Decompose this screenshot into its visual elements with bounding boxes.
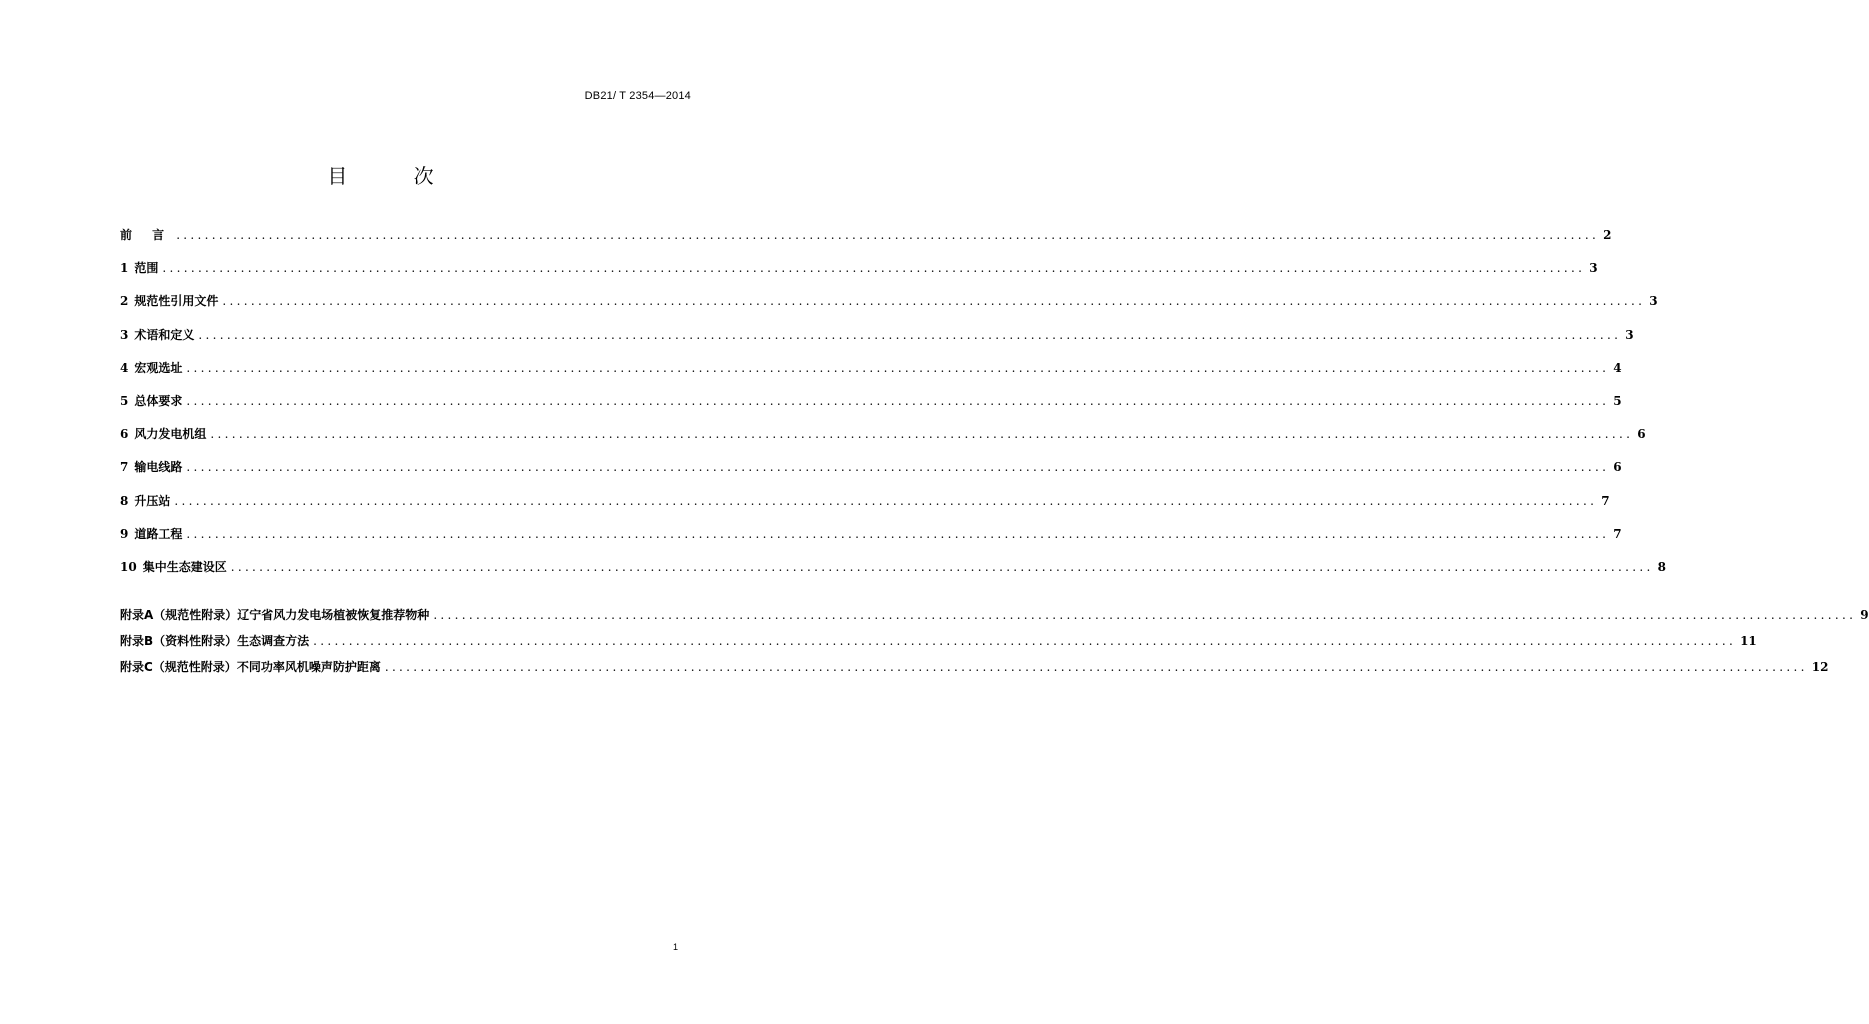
document-code: DB21/ T 2354—2014	[584, 90, 691, 102]
appendix-entry[interactable]	[120, 606, 1869, 632]
toc-entry-page: 5	[1613, 393, 1622, 408]
toc-entry-number: 8	[120, 493, 129, 508]
toc-entry-page: 7	[1601, 493, 1610, 508]
toc-entry-number: 4	[120, 360, 129, 375]
toc-leader-dots: ........................................................................................................................................................................................................	[162, 261, 1586, 276]
toc-entry-number: 6	[120, 427, 129, 442]
toc-entry[interactable]	[120, 525, 1622, 558]
toc-entry[interactable]	[120, 425, 1646, 458]
appendix-label: 附录A（规范性附录）	[120, 608, 238, 622]
toc-entry-number: 5	[120, 393, 129, 408]
toc-entry[interactable]	[120, 259, 1598, 292]
toc-entry-number: 3	[120, 327, 129, 342]
toc-entry-number: 2	[120, 294, 129, 309]
toc-leader-dots: ........................................................................................................................................................................................................	[230, 559, 1654, 574]
toc-leader-dots: ........................................................................................................................................................................................................	[186, 460, 1610, 475]
appendix-title: 生态调查方法	[237, 634, 310, 648]
toc-entry-title: 宏观选址	[134, 360, 183, 375]
toc-entry-title: 输电线路	[134, 460, 183, 475]
toc-entry-title: 范围	[134, 261, 159, 276]
appendix-list	[120, 606, 1869, 684]
toc-entry[interactable]	[120, 492, 1610, 525]
toc-entry-number: 9	[120, 526, 129, 541]
toc-entry-page: 3	[1589, 261, 1598, 276]
toc-entry-title: 集中生态建设区	[142, 559, 227, 574]
toc-entry-number: 7	[120, 460, 129, 475]
toc-entry-page: 6	[1613, 460, 1622, 475]
toc-leader-dots: ........................................................................................................................................................................................................	[222, 294, 1646, 309]
toc-leader-dots: ........................................................................................................................................................................................................	[186, 526, 1610, 541]
toc-leader-dots: ........................................................................................................................................................................................................	[186, 393, 1610, 408]
table-of-contents	[120, 226, 1666, 591]
appendix-title: 不同功率风机噪声防护距离	[236, 660, 381, 674]
toc-leader-dots: ........................................................................................................................................................................................................	[186, 360, 1610, 375]
toc-entry[interactable]	[120, 458, 1622, 491]
appendix-page: 9	[1860, 608, 1869, 622]
page-number: 1	[672, 942, 678, 952]
toc-entry[interactable]	[120, 326, 1634, 359]
appendix-page: 11	[1740, 634, 1757, 648]
toc-leader-dots: ........................................................................................................................................................................................................	[174, 493, 1598, 508]
toc-entry[interactable]	[120, 292, 1658, 325]
toc-entry-page: 3	[1625, 327, 1634, 342]
appendix-leader-dots: ........................................................................................................................................................................................................	[433, 608, 1857, 622]
toc-leader-dots: ........................................................................................................................................................................................................	[198, 327, 1622, 342]
appendix-leader-dots: ........................................................................................................................................................................................................	[313, 634, 1737, 648]
toc-entry-title: 总体要求	[134, 393, 183, 408]
toc-entry-title: 道路工程	[134, 526, 183, 541]
appendix-entry[interactable]	[120, 632, 1757, 658]
appendix-leader-dots: ........................................................................................................................................................................................................	[384, 660, 1808, 674]
appendix-page: 12	[1811, 660, 1829, 674]
toc-entry-page: 2	[1603, 228, 1612, 242]
toc-entry[interactable]	[120, 226, 1612, 259]
toc-entry-title: 规范性引用文件	[134, 294, 219, 309]
toc-entry[interactable]	[120, 392, 1622, 425]
toc-entry-page: 7	[1613, 526, 1622, 541]
toc-entry-page: 4	[1613, 360, 1622, 375]
toc-leader-dots: ........................................................................................................................................................................................................	[210, 427, 1634, 442]
toc-entry-page: 6	[1637, 427, 1646, 442]
toc-entry-title: 升压站	[134, 493, 171, 508]
appendix-label: 附录C（规范性附录）	[120, 660, 237, 674]
toc-entry-title: 术语和定义	[134, 327, 195, 342]
page-title: 目 次	[327, 164, 464, 188]
appendix-entry[interactable]	[120, 658, 1829, 684]
toc-entry-title: 风力发电机组	[134, 427, 207, 442]
toc-entry-number: 1	[120, 261, 129, 276]
toc-entry-page: 8	[1657, 559, 1666, 574]
toc-leader-dots: ........................................................................................................................................................................................................	[176, 228, 1600, 242]
toc-entry[interactable]	[120, 558, 1666, 591]
toc-entry-page: 3	[1649, 294, 1658, 309]
appendix-label: 附录B（资料性附录）	[120, 634, 238, 648]
toc-entry-number: 10	[120, 559, 137, 574]
toc-entry-title: 前 言	[120, 228, 173, 242]
toc-entry[interactable]	[120, 359, 1622, 392]
appendix-title: 辽宁省风力发电场植被恢复推荐物种	[237, 608, 430, 622]
